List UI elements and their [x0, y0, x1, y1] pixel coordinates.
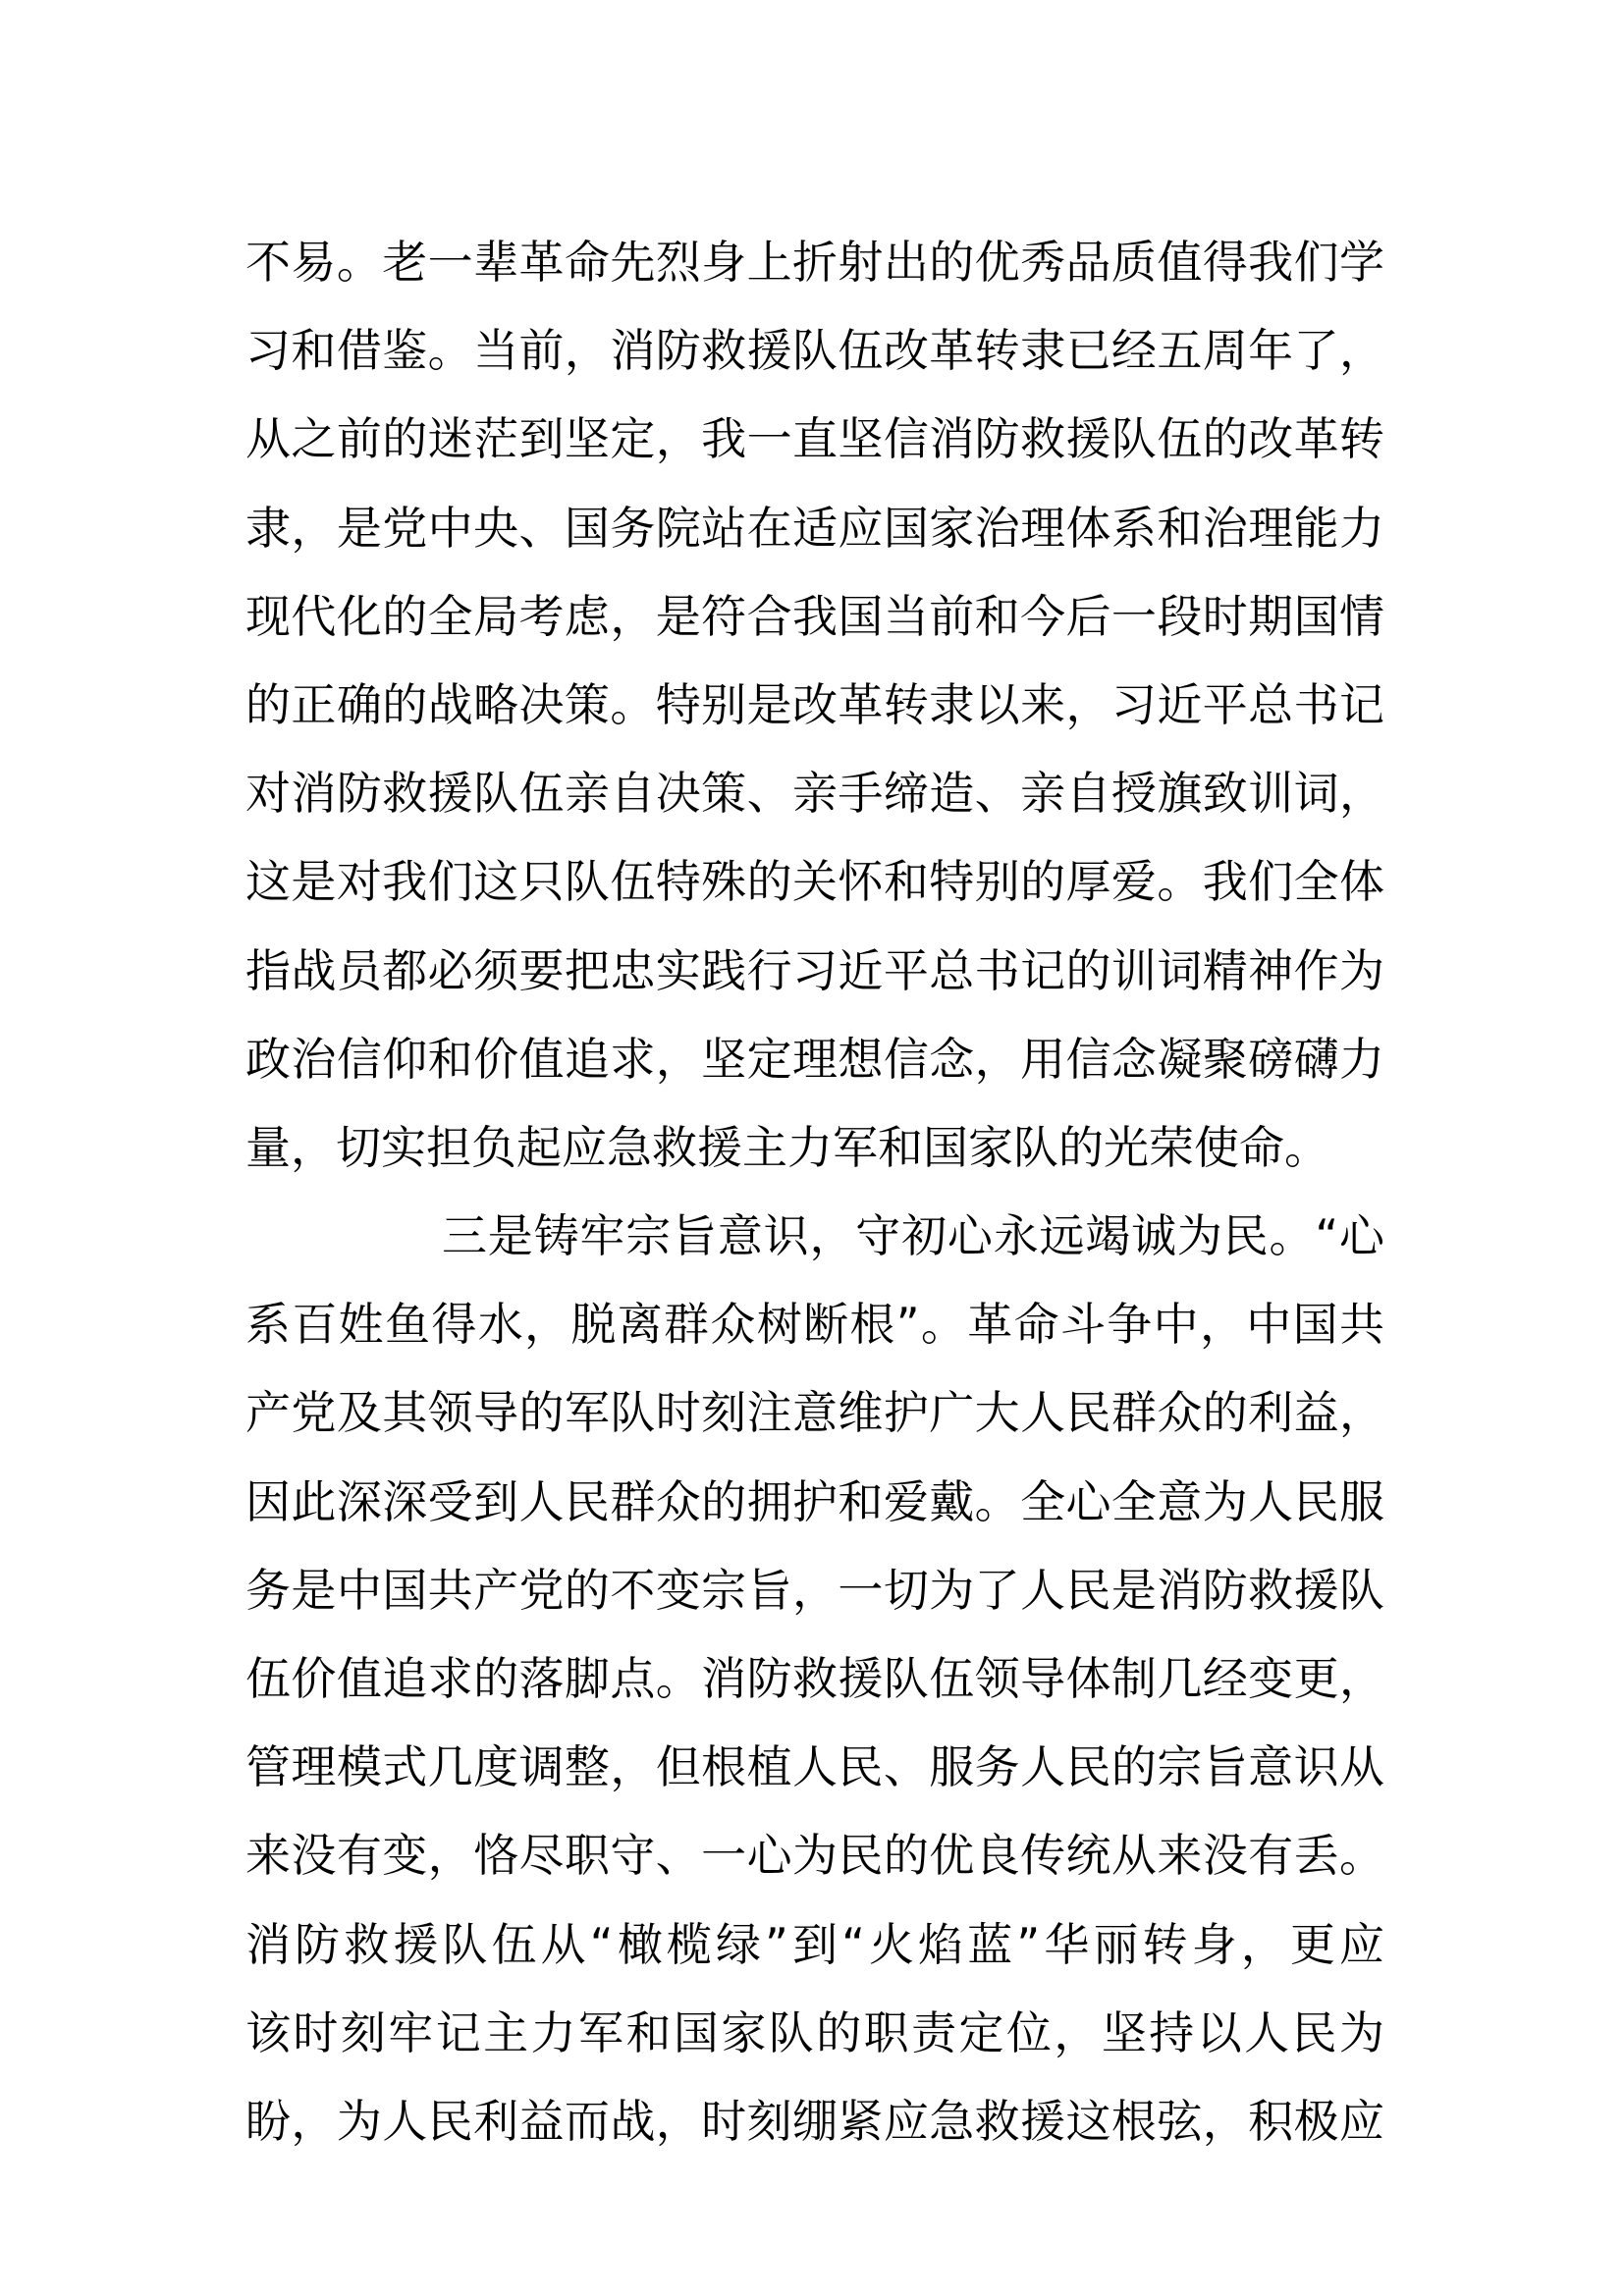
text-line: 盼，为人民利益而战，时刻绷紧应急救援这根弦，积极应 [245, 2094, 1384, 2148]
text-line: 指战员都必须要把忠实践行习近平总书记的训词精神作为 [245, 943, 1384, 997]
text-line: 政治信仰和价值追求，坚定理想信念，用信念凝聚磅礴力 [245, 1032, 1384, 1086]
text-line: 不易。老一辈革命先烈身上折射出的优秀品质值得我们学 [245, 236, 1384, 289]
text-line: 因此深深受到人民群众的拥护和爱戴。全心全意为人民服 [245, 1474, 1384, 1528]
text-line: 系百姓鱼得水，脱离群众树断根”。革命斗争中，中国共 [245, 1298, 1384, 1352]
paragraph-2 [245, 1192, 1384, 2165]
text-line: 现代化的全局考虑，是符合我国当前和今后一段时期国情 [245, 589, 1384, 643]
text-line: 来没有变，恪尽职守、一心为民的优良传统从来没有丢。 [245, 1829, 1384, 1883]
text-line: 务是中国共产党的不变宗旨，一切为了人民是消防救援队 [245, 1563, 1384, 1617]
text-line: 隶，是党中央、国务院站在适应国家治理体系和治理能力 [245, 501, 1384, 555]
text-line: 量，切实担负起应急救援主力军和国家队的光荣使命。 [245, 1120, 1329, 1174]
text-line: 该时刻牢记主力军和国家队的职责定位，坚持以人民为 [245, 2005, 1384, 2059]
text-line: 三是铸牢宗旨意识，守初心永远竭诚为民。“心 [442, 1209, 1384, 1263]
text-line: 从之前的迷茫到坚定，我一直坚信消防救援队伍的改革转 [245, 412, 1384, 466]
text-line: 对消防救援队伍亲自决策、亲手缔造、亲自授旗致训词， [245, 767, 1384, 821]
body-text [245, 218, 1384, 2165]
paragraph-1 [245, 218, 1384, 1192]
text-line: 这是对我们这只队伍特殊的关怀和特别的厚爱。我们全体 [245, 855, 1384, 909]
text-line: 管理模式几度调整，但根植人民、服务人民的宗旨意识从 [245, 1740, 1384, 1794]
text-line: 产党及其领导的军队时刻注意维护广大人民群众的利益， [245, 1386, 1384, 1440]
text-line: 习和借鉴。当前，消防救援队伍改革转隶已经五周年了， [245, 324, 1384, 378]
text-line: 伍价值追求的落脚点。消防救援队伍领导体制几经变更， [245, 1652, 1384, 1705]
text-line: 的正确的战略决策。特别是改革转隶以来，习近平总书记 [245, 677, 1384, 731]
text-line: 消防救援队伍从“橄榄绿”到“火焰蓝”华丽转身，更应 [245, 1917, 1384, 1971]
